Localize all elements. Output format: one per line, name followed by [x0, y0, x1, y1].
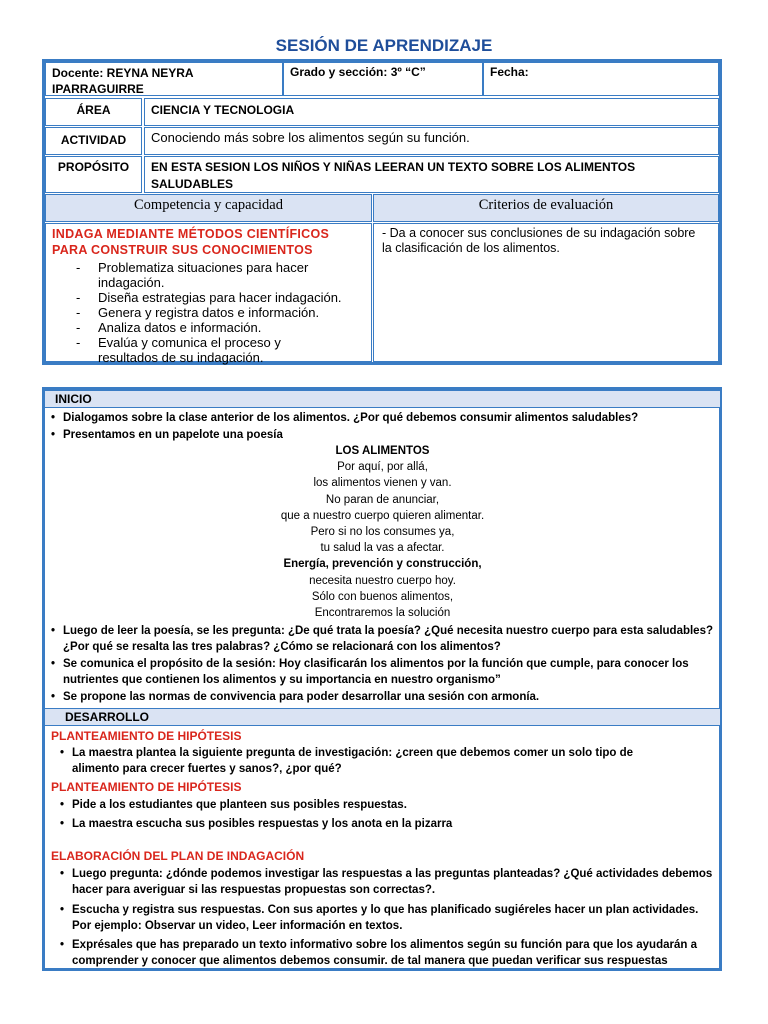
desarrollo-bullet-1-text: La maestra plantea la siguiente pregunta de investigación: ¿creen que debemos comer un solo tipo de alimento para crecer fuertes y sanos?, ¿por qué? [72, 747, 634, 776]
desarrollo-bullet-4-text: Luego pregunta: ¿dónde podemos investigar las respuestas a las preguntas planteadas? ¿Qué actividades debemos hacer para averiguar si las respuestas propuestas son correctas?. [72, 868, 713, 897]
poem-line: necesita nuestro cuerpo hoy. [309, 574, 456, 587]
inicio-bar [44, 390, 721, 408]
poem-line: Pero si no los consumes ya, [310, 526, 455, 539]
actividad-label-cell [45, 127, 142, 155]
bullet-icon: • [60, 939, 65, 951]
competencia-cell [45, 223, 372, 365]
bullet-icon: • [51, 691, 56, 703]
bullet-icon: • [60, 799, 65, 811]
capacidad-item: - Problematiza situaciones para hacer indagación. [52, 260, 367, 290]
competencia-header-text: Competencia y capacidad [134, 197, 283, 213]
poem-line: No paran de anunciar, [325, 493, 440, 506]
bullet-icon: • [60, 904, 65, 916]
inicio-bullet-1-text: Dialogamos sobre la clase anterior de los alimentos. ¿Por qué debemos consumir alimentos saludables? [63, 412, 639, 424]
criterio-cell [373, 223, 719, 362]
capacidad-item: - Diseña estrategias para hacer indagación. [52, 290, 367, 305]
bullet-icon: • [51, 658, 56, 670]
area-label: ÁREA [76, 103, 111, 117]
inicio-bullet-1 [51, 410, 718, 426]
bullet-icon: • [51, 412, 56, 424]
proposito-value: EN ESTA SESION LOS NIÑOS Y NIÑAS LEERAN UN TEXTO SOBRE LOS ALIMENTOS SALUDABLES [151, 160, 636, 191]
desarrollo-bullet-2 [60, 797, 672, 813]
bullet-icon: • [60, 818, 65, 830]
desarrollo-bullet-6 [60, 937, 715, 970]
desarrollo-bullet-1 [60, 745, 672, 778]
poem-line: Sólo con buenos alimentos, [311, 590, 454, 603]
grado-cell [283, 62, 483, 96]
docente-text: Docente: REYNA NEYRA IPARRAGUIRRE [52, 66, 194, 96]
plan-heading: ELABORACIÓN DEL PLAN DE INDAGACIÓN [51, 849, 305, 863]
criterios-header [373, 194, 719, 222]
fecha-cell [483, 62, 719, 96]
inicio-bullet-4-text: Se comunica el propósito de la sesión: Hoy clasificarán los alimentos por la función que cumple, para conocer los nutrientes que contienen los alimentos y su importancia en nuestro organismo” [63, 658, 689, 687]
area-value: CIENCIA Y TECNOLOGIA [151, 103, 295, 117]
desarrollo-bullet-5-text: Escucha y registra sus respuestas. Con sus aportes y lo que has planificado sugiéreles hacer un plan actividades. Por ejemplo: Observar un video, Leer información en textos. [72, 904, 699, 933]
proposito-value-cell [144, 156, 719, 193]
hipotesis-heading-2: PLANTEAMIENTO DE HIPÓTESIS [51, 780, 242, 794]
inicio-bullet-5-text: Se propone las normas de convivencia para poder desarrollar una sesión con armonía. [63, 691, 540, 703]
page-title: SESIÓN DE APRENDIZAJE [275, 36, 493, 55]
bullet-icon: • [60, 747, 65, 759]
proposito-label: PROPÓSITO [57, 160, 130, 174]
poem-line: que a nuestro cuerpo quieren alimentar. [280, 509, 485, 522]
desarrollo-bullet-4 [60, 866, 715, 899]
desarrollo-bullet-2-text: Pide a los estudiantes que planteen sus posibles respuestas. [72, 799, 407, 811]
capacidad-item: - Evalúa y comunica el proceso y resultados de su indagación. [52, 335, 367, 365]
actividad-label: ACTIVIDAD [60, 133, 127, 147]
area-label-cell [45, 98, 142, 126]
inicio-bullet-3-text: Luego de leer la poesía, se les pregunta: ¿De qué trata la poesía? ¿Qué necesita nuestro cuerpo para esta saludables? ¿Por qué se resalta las tres palabras? ¿Cómo se relacionará con los alimentos? [63, 625, 713, 654]
desarrollo-bar [44, 708, 721, 726]
area-value-cell [144, 98, 719, 126]
poem-line: Energía, prevención y construcción, [283, 558, 482, 571]
poem [44, 443, 721, 621]
desarrollo-bullet-3 [60, 816, 672, 832]
desarrollo-bullet-6-text: Exprésales que has preparado un texto informativo sobre los alimentos según su función para que los ayudarán a comprender y conocer que alimentos debemos consumir. de tal manera que puedan verificar sus respuestas [72, 939, 697, 968]
actividad-value-cell [144, 127, 719, 155]
inicio-bullet-4 [51, 656, 718, 689]
criterio-text: - Da a conocer sus conclusiones de su indagación sobre la clasificación de los alimentos. [382, 226, 696, 255]
desarrollo-bullet-5 [60, 902, 715, 935]
competencia-header [45, 194, 372, 222]
capacidad-item: - Analiza datos e información. [52, 320, 367, 335]
capacidad-item: - Genera y registra datos e información. [52, 305, 367, 320]
bullet-icon: • [51, 429, 56, 441]
hipotesis-heading-1: PLANTEAMIENTO DE HIPÓTESIS [51, 729, 242, 743]
inicio-bullet-2-text: Presentamos en un papelote una poesía [63, 429, 283, 441]
inicio-bullet-3 [51, 623, 713, 656]
competencia-title: INDAGA MEDIANTE MÉTODOS CIENTÍFICOS PARA CONSTRUIR SUS CONOCIMIENTOS [52, 227, 330, 257]
poem-line: Encontraremos la solución [314, 607, 451, 620]
inicio-label: INICIO [55, 392, 92, 406]
poem-line: los alimentos vienen y van. [313, 477, 452, 490]
capacidades-list [52, 260, 367, 365]
poem-title: LOS ALIMENTOS [335, 445, 430, 457]
desarrollo-label: DESARROLLO [65, 710, 149, 724]
poem-line: tu salud la vas a afectar. [320, 542, 445, 555]
docente-cell [45, 62, 283, 96]
inicio-bullet-2 [51, 427, 718, 443]
grado-text: Grado y sección: 3º “C” [290, 65, 426, 79]
fecha-text: Fecha: [490, 65, 529, 79]
criterios-header-text: Criterios de evaluación [478, 197, 614, 213]
desarrollo-bullet-3-text: La maestra escucha sus posibles respuestas y los anota en la pizarra [72, 818, 453, 830]
bullet-icon: • [60, 868, 65, 880]
poem-line: Por aquí, por allá, [337, 461, 428, 474]
inicio-bullet-5 [51, 689, 718, 705]
actividad-value: Conociendo más sobre los alimentos según su función. [151, 130, 470, 145]
bullet-icon: • [51, 625, 56, 637]
proposito-label-cell [45, 156, 142, 193]
